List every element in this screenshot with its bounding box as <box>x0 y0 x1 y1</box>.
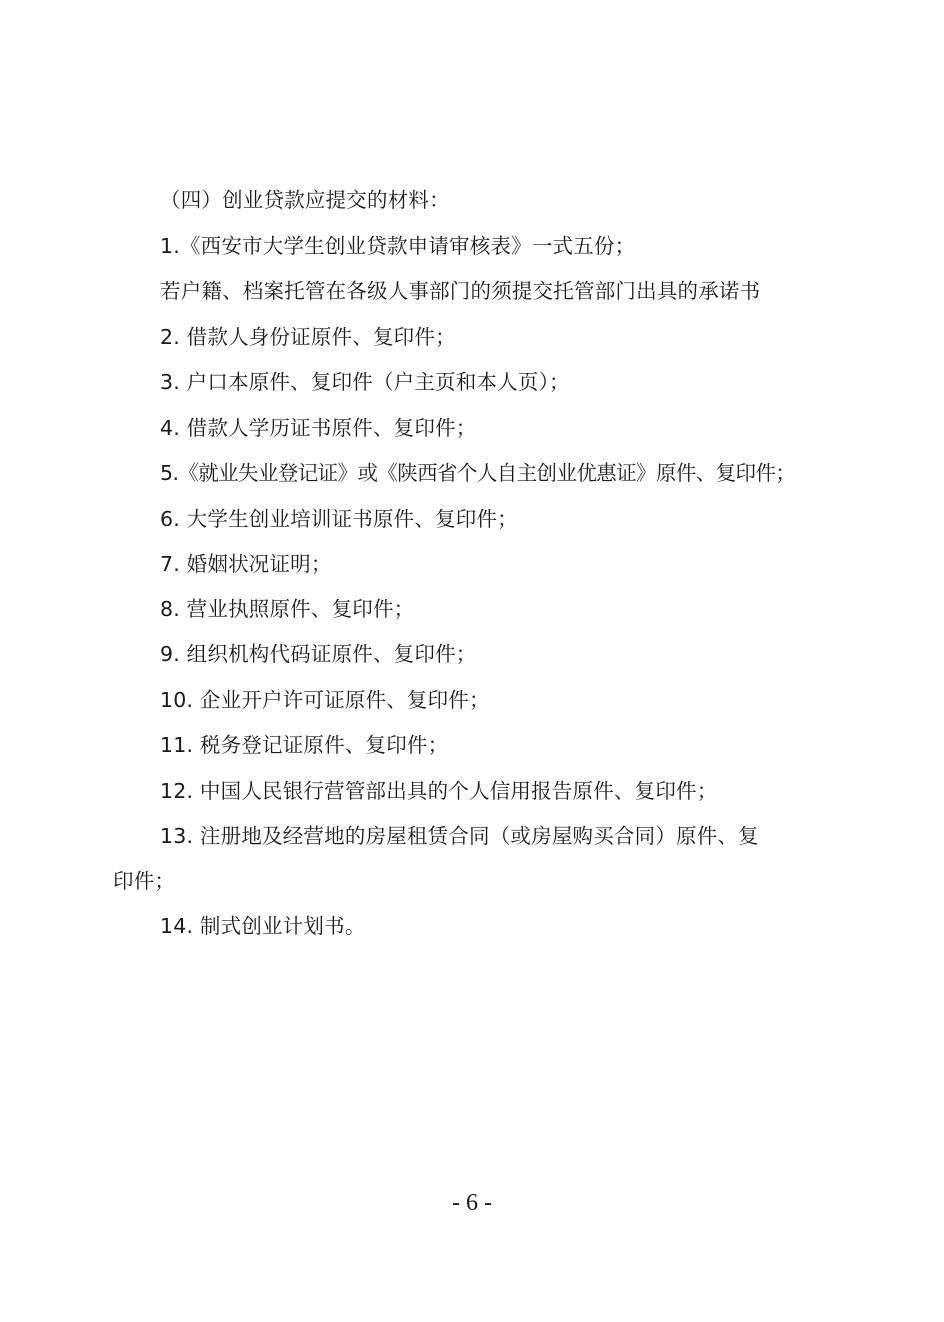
list-item-4: 4. 借款人学历证书原件、复印件； <box>160 416 477 440</box>
list-item-9: 9. 组织机构代码证原件、复印件； <box>160 642 477 666</box>
list-item-2: 2. 借款人身份证原件、复印件； <box>160 325 456 349</box>
list-item-7: 7. 婚姻状况证明； <box>160 552 332 576</box>
note-line: 若户籍、档案托管在各级人事部门的须提交托管部门出具的承诺书 <box>160 279 761 303</box>
list-item-12: 12. 中国人民银行营管部出具的个人信用报告原件、复印件； <box>160 779 718 803</box>
list-item-1: 1.《西安市大学生创业贷款申请审核表》一式五份； <box>160 234 636 258</box>
list-item-6: 6. 大学生创业培训证书原件、复印件； <box>160 507 518 531</box>
list-item-14: 14. 制式创业计划书。 <box>160 914 366 938</box>
section-heading: （四）创业贷款应提交的材料： <box>160 188 450 212</box>
list-item-11: 11. 税务登记证原件、复印件； <box>160 733 449 757</box>
page-number: - 6 - <box>452 1190 492 1216</box>
list-item-5: 5.《就业失业登记证》或《陕西省个人自主创业优惠证》原件、复印件； <box>160 461 796 485</box>
list-item-10: 10. 企业开户许可证原件、复印件； <box>160 688 490 712</box>
list-item-8: 8. 营业执照原件、复印件； <box>160 597 415 621</box>
list-item-13-continued: 印件； <box>113 869 176 893</box>
list-item-3: 3. 户口本原件、复印件（户主页和本人页）； <box>160 370 570 394</box>
list-item-13: 13. 注册地及经营地的房屋租赁合同（或房屋购买合同）原件、复 <box>160 824 759 848</box>
